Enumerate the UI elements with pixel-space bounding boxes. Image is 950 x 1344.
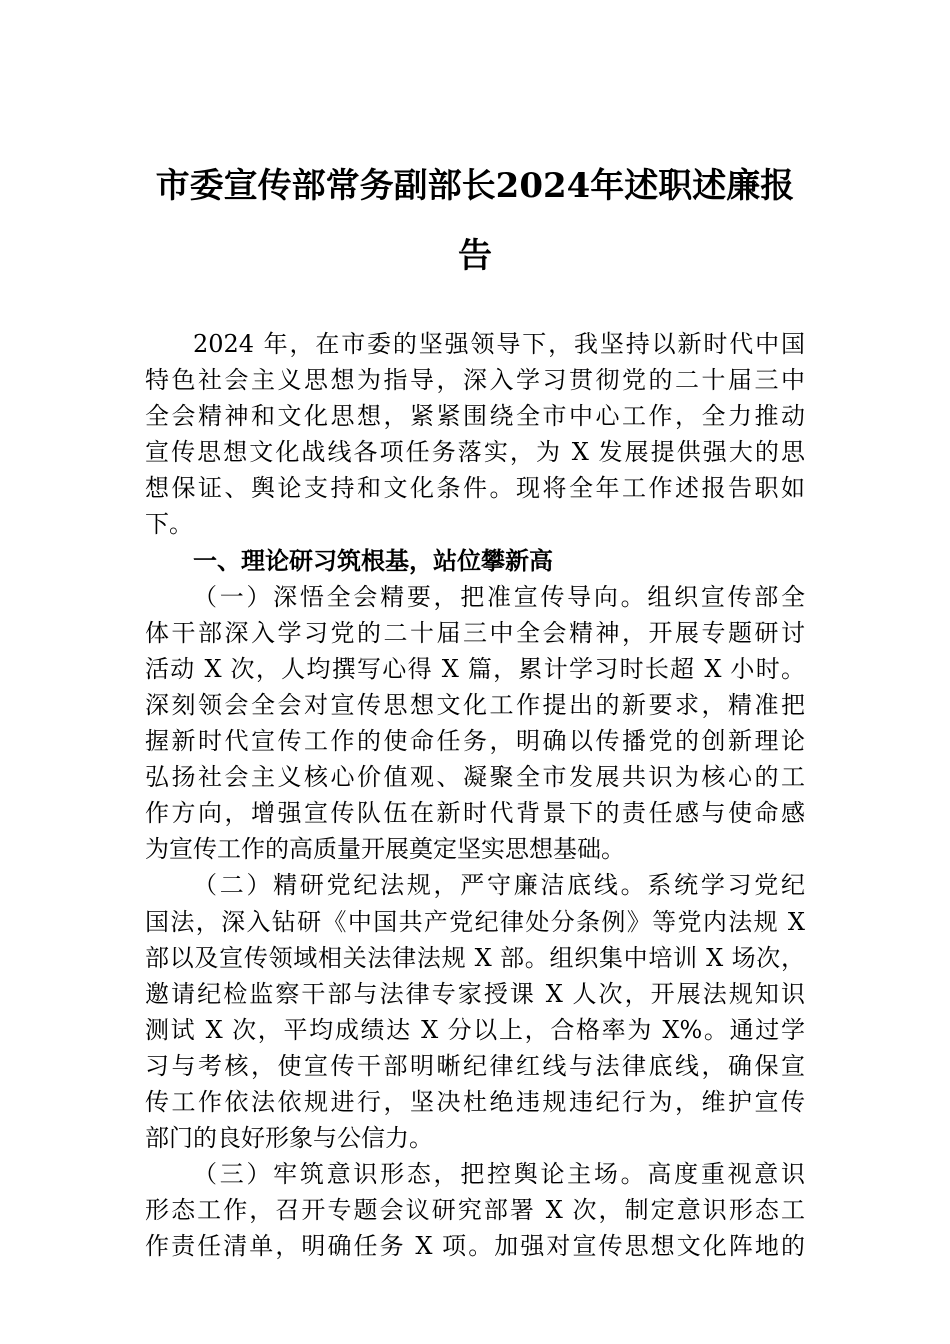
paragraph-line: （三）牢筑意识形态，把控舆论主场。高度重视意识 — [193, 1160, 805, 1189]
paragraph-line: 部门的良好形象与公信力。 — [145, 1124, 433, 1153]
paragraph-line: 握新时代宣传工作的使命任务，明确以传播党的创新理论 — [145, 727, 805, 756]
paragraph-line: 作责任清单，明确任务 X 项。加强对宣传思想文化阵地的 — [145, 1232, 805, 1261]
paragraph-line: 测试 X 次，平均成绩达 X 分以上，合格率为 X%。通过学 — [145, 1015, 805, 1044]
paragraph-line: 形态工作，召开专题会议研究部署 X 次，制定意识形态工 — [145, 1196, 805, 1225]
document-title-line-2: 告 — [458, 236, 492, 276]
paragraph-line: 作方向，增强宣传队伍在新时代背景下的责任感与使命感 — [145, 799, 805, 828]
paragraph-line: 特色社会主义思想为指导，深入学习贯彻党的二十届三中 — [145, 366, 805, 395]
paragraph-line: 国法，深入钻研《中国共产党纪律处分条例》等党内法规 X — [145, 907, 805, 936]
paragraph-line: 部以及宣传领域相关法律法规 X 部。组织集中培训 X 场次， — [145, 943, 805, 972]
paragraph-line: 为宣传工作的高质量开展奠定坚实思想基础。 — [145, 835, 625, 864]
paragraph-line: 弘扬社会主义核心价值观、凝聚全市发展共识为核心的工 — [145, 763, 805, 792]
paragraph-line: 深刻领会全会对宣传思想文化工作提出的新要求，精准把 — [145, 690, 805, 719]
paragraph-line: 习与考核，使宣传干部明晰纪律红线与法律底线，确保宣 — [145, 1051, 805, 1080]
paragraph-line: 活动 X 次，人均撰写心得 X 篇，累计学习时长超 X 小时。 — [145, 654, 805, 683]
paragraph-line: 传工作依法依规进行，坚决杜绝违规违纪行为，维护宣传 — [145, 1087, 805, 1116]
paragraph-line: 2024 年，在市委的坚强领导下，我坚持以新时代中国 — [193, 330, 805, 358]
paragraph-line: 下。 — [145, 510, 193, 539]
paragraph-line: 宣传思想文化战线各项任务落实，为 X 发展提供强大的思 — [145, 438, 805, 467]
document-title-line-1: 市委宣传部常务副部长2024年述职述廉报 — [155, 166, 795, 206]
paragraph-line: 邀请纪检监察干部与法律专家授课 X 人次，开展法规知识 — [145, 979, 805, 1008]
paragraph-line: 全会精神和文化思想，紧紧围绕全市中心工作，全力推动 — [145, 402, 805, 431]
section-heading: 一、理论研习筑根基，站位攀新高 — [193, 546, 553, 575]
paragraph-line: 体干部深入学习党的二十届三中全会精神，开展专题研讨 — [145, 618, 805, 647]
paragraph-line: 想保证、舆论支持和文化条件。现将全年工作述报告职如 — [145, 474, 805, 503]
document-body — [145, 326, 805, 1264]
paragraph-line: （二）精研党纪法规，严守廉洁底线。系统学习党纪 — [193, 871, 805, 900]
paragraph-line: （一）深悟全会精要，把准宣传导向。组织宣传部全 — [193, 582, 805, 611]
